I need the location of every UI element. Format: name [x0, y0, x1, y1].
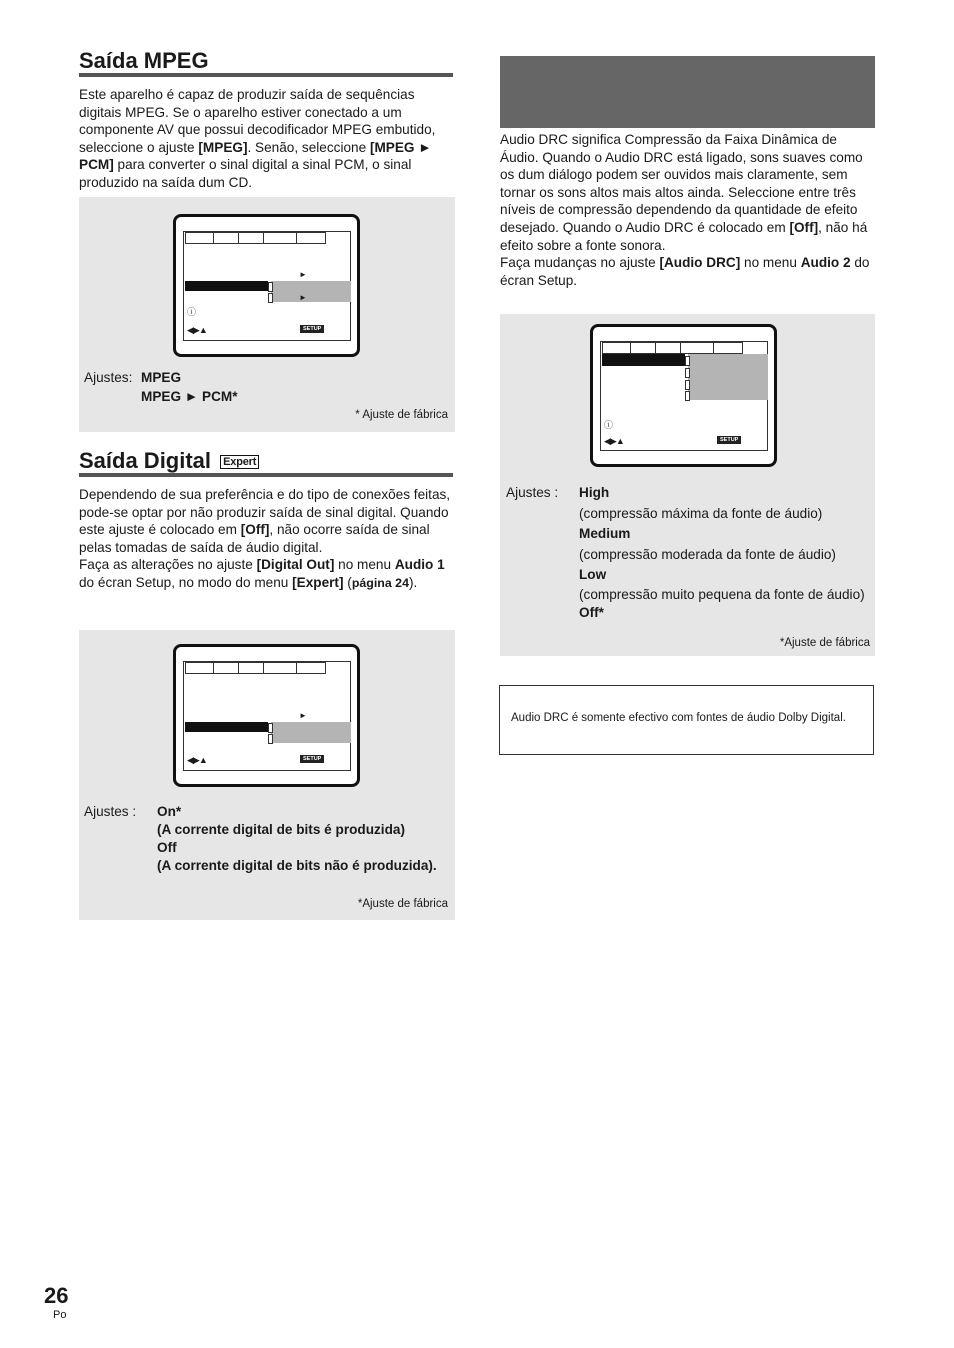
- drc-setup-screen: [590, 324, 777, 467]
- nav-arrows-icon: ◀▶▲: [187, 325, 207, 335]
- mpeg-description: Este aparelho é capaz de produzir saída de sequências digitais MPEG. Se o aparelho estiver conectado a um componente AV que possui decodificador MPEG embutido, seleccione o ajuste [MPEG]. Senão, seleccione [MPEG ► PCM] para converter o sinal digital a sinal PCM, o sinal produzido na saída dum CD.: [79, 87, 436, 190]
- options-box: [688, 354, 768, 400]
- drc-note-text: Audio DRC é somente efectivo com fontes de áudio Dolby Digital.: [511, 712, 846, 724]
- setup-tag: SETUP: [717, 436, 741, 444]
- mpeg-option-1: MPEG: [141, 370, 182, 385]
- option-marker: [268, 293, 273, 303]
- options-box: [271, 722, 351, 743]
- digital-title-rule: [79, 473, 453, 477]
- nav-arrows-icon: ◀▶▲: [187, 755, 207, 765]
- digital-settings-label: Ajustes :: [84, 804, 137, 819]
- digital-setup-screen: [173, 644, 360, 787]
- expert-badge: Expert: [220, 455, 259, 469]
- drc-description: Audio DRC significa Compressão da Faixa Dinâmica de Áudio. Quando o Audio DRC está ligado, sons suaves como os dum diálogo podem ser ouvidos mais claramente, sem tornar os sons altos mais altos ainda. Seleccione entre três níveis de compressão dependendo da quantidade de efeito desejado. Quando o Audio DRC é colocado em [Off], não há efeito sobre a fonte sonora. Faça mudanças no ajuste [Audio DRC] no menu Audio 2 do écran Setup.: [500, 132, 870, 288]
- screen-tabs: [602, 342, 743, 353]
- selected-row: [602, 354, 685, 366]
- drc-header-bar: [500, 56, 875, 128]
- drc-options: High (compressão máxima da fonte de áudio) Medium (compressão moderada da fonte de áudio) Low (compressão muito pequena da fonte de áudio) Off*: [579, 485, 865, 620]
- mpeg-title: Saída MPEG: [79, 48, 209, 73]
- selected-row: [185, 722, 268, 732]
- drc-settings-label: Ajustes :: [506, 485, 559, 500]
- arrow-icon: ►: [299, 293, 307, 302]
- option-marker: [685, 356, 690, 366]
- mpeg-footnote: * Ajuste de fábrica: [355, 409, 448, 421]
- screen-inner: [183, 661, 351, 771]
- option-marker: [268, 723, 273, 733]
- mpeg-settings-label: Ajustes:: [84, 370, 133, 385]
- option-marker: [685, 380, 690, 390]
- mpeg-title-rule: [79, 73, 453, 77]
- mpeg-option-2: MPEG ► PCM*: [141, 389, 238, 404]
- selected-row: [185, 281, 268, 291]
- digital-options: On* (A corrente digital de bits é produzida) Off (A corrente digital de bits não é produzida).: [157, 804, 437, 873]
- setup-tag: SETUP: [300, 755, 324, 763]
- digital-description: Dependendo de sua preferência e do tipo de conexões feitas, pode-se optar por não produzir saída de sinal digital. Quando este ajuste é colocado em [Off], não ocorre saída de sinal pelas tomadas de saída de áudio digital. Faça as alterações no ajuste [Digital Out] no menu Audio 1 do écran Setup, no modo do menu [Expert] (página 24).: [79, 487, 451, 590]
- digital-footnote: *Ajuste de fábrica: [357, 898, 448, 910]
- language-code: Po: [53, 1309, 67, 1321]
- arrow-icon: ►: [299, 711, 307, 720]
- digital-title: Saída Digital Expert: [79, 448, 259, 474]
- drc-footnote: *Ajuste de fábrica: [779, 637, 870, 649]
- screen-tabs: [185, 232, 326, 243]
- mpeg-setup-screen: [173, 214, 360, 357]
- page-number: 26: [44, 1283, 69, 1308]
- nav-arrows-icon: ◀▶▲: [604, 436, 624, 446]
- option-marker: [268, 282, 273, 292]
- arrow-icon: ►: [299, 270, 307, 279]
- options-box: [271, 281, 351, 302]
- setup-tag: SETUP: [300, 325, 324, 333]
- info-icon: ⓘ: [604, 420, 614, 430]
- info-icon: ⓘ: [187, 307, 197, 317]
- option-marker: [685, 391, 690, 401]
- option-marker: [268, 734, 273, 744]
- screen-tabs: [185, 662, 326, 673]
- option-marker: [685, 368, 690, 378]
